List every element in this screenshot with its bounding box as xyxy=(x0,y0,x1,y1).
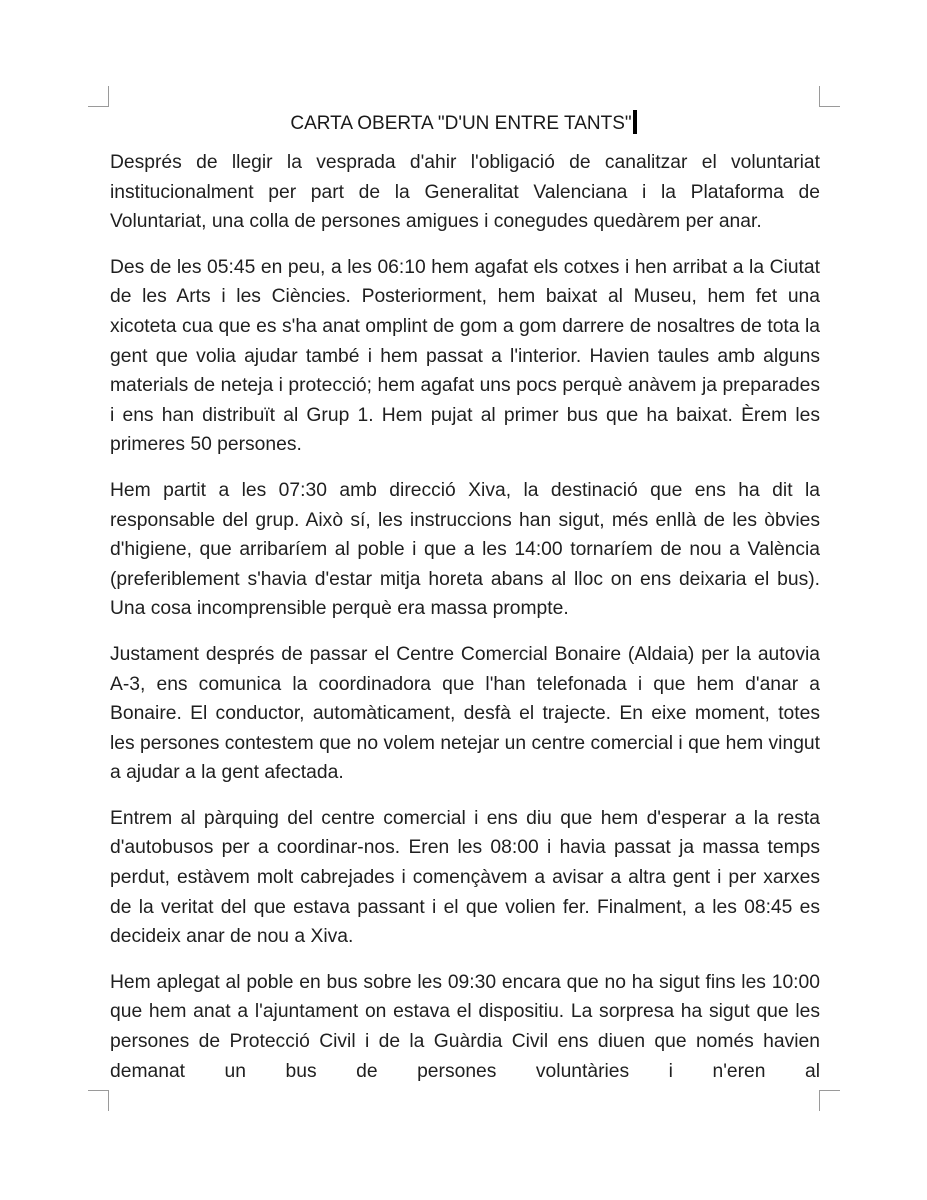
paragraph-1[interactable]: Després de llegir la vesprada d'ahir l'obligació de canalitzar el voluntariat institucionalment per part de la Generalitat Valenciana i la Plataforma de Voluntariat, una colla de persones amigues i conegudes quedàrem per anar. xyxy=(110,152,820,233)
paragraph-4[interactable]: Justament després de passar el Centre Comercial Bonaire (Aldaia) per la autovia A-3, ens comunica la coordinadora que l'han telefonada i que hem d'anar a Bonaire. El conductor, automàticament, desfà el trajecte. En eixe moment, totes les persones contestem que no volem netejar un centre comercial i que hem vingut a ajudar a la gent afectada. xyxy=(110,643,820,784)
paragraph-2[interactable]: Des de les 05:45 en peu, a les 06:10 hem agafat els cotxes i hen arribat a la Ciutat de les Arts i les Ciències. Posteriorment, hem baixat al Museu, hem fet una xicoteta cua que es s'ha anat omplint de gom a gom darrere de nosaltres de tota la gent que volia ajudar també i hem passat a l'interior. Havien taules amb alguns materials de neteja i protecció; hem agafat uns pocs perquè anàvem ja preparades i ens han distribuït al Grup 1. Hem pujat al primer bus que ha baixat. Èrem les primeres 50 persones. xyxy=(110,256,820,456)
text-cursor xyxy=(633,110,637,134)
page-margin-corner-top-left xyxy=(88,86,109,107)
document-body[interactable] xyxy=(110,148,820,1102)
page-margin-corner-bottom-right xyxy=(819,1090,840,1111)
document-title[interactable]: CARTA OBERTA "D'UN ENTRE TANTS" xyxy=(290,113,632,134)
paragraph-3[interactable]: Hem partit a les 07:30 amb direcció Xiva, la destinació que ens ha dit la responsable del grup. Això sí, les instruccions han sigut, més enllà de les òbvies d'higiene, que arribaríem al poble i que a les 14:00 tornaríem de nou a València (preferiblement s'havia d'estar mitja horeta abans al lloc on ens deixaria el bus). Una cosa incomprensible perquè era massa prompte. xyxy=(110,479,820,620)
document-title-line[interactable] xyxy=(110,110,817,138)
paragraph-5[interactable]: Entrem al pàrquing del centre comercial i ens diu que hem d'esperar a la resta d'autobusos per a coordinar-nos. Eren les 08:00 i havia passat ja massa temps perdut, estàvem molt cabrejades i començàvem a avisar a altra gent i per xarxes de la veritat del que estava passant i el que volien fer. Finalment, a les 08:45 es decideix anar de nou a Xiva. xyxy=(110,807,820,948)
page-margin-corner-top-right xyxy=(819,86,840,107)
paragraph-6[interactable]: Hem aplegat al poble en bus sobre les 09:30 encara que no ha sigut fins les 10:00 que hem anat a l'ajuntament on estava el dispositiu. La sorpresa ha sigut que les persones de Protecció Civil i de la Guàrdia Civil ens diuen que només havien demanat un bus de persones voluntàries i n'eren al xyxy=(110,971,820,1082)
page-margin-corner-bottom-left xyxy=(88,1090,109,1111)
